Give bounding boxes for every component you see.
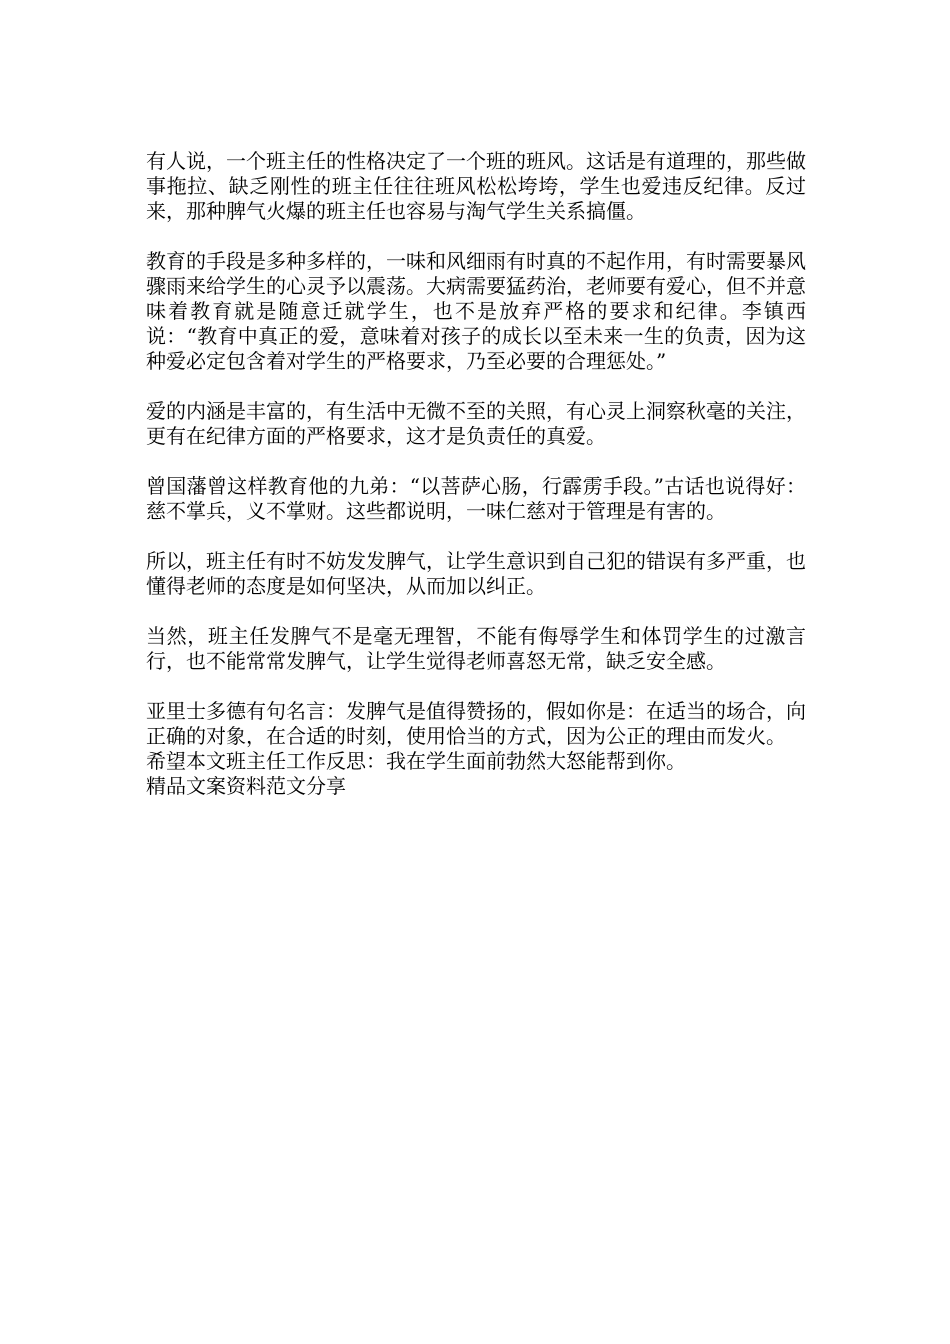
paragraph-5: 所以，班主任有时不妨发发脾气，让学生意识到自己犯的错误有多严重，也懂得老师的态度是如何坚决，从而加以纠正。: [146, 549, 806, 598]
footer-line: 精品文案资料范文分享: [146, 774, 346, 798]
closing-line: 希望本文班主任工作反思：我在学生面前勃然大怒能帮到你。: [146, 749, 686, 773]
paragraph-4: 曾国藩曾这样教育他的九弟：“以菩萨心肠，行霹雳手段。”古话也说得好：慈不掌兵，义不掌财。这些都说明，一味仁慈对于管理是有害的。: [146, 474, 806, 523]
document-body: [146, 149, 806, 799]
paragraph-6: 当然，班主任发脾气不是毫无理智，不能有侮辱学生和体罚学生的过激言行，也不能常常发脾气，让学生觉得老师喜怒无常，缺乏安全感。: [146, 624, 806, 673]
paragraph-1: 有人说，一个班主任的性格决定了一个班的班风。这话是有道理的，那些做事拖拉、缺乏刚性的班主任往往班风松松垮垮，学生也爱违反纪律。反过来，那种脾气火爆的班主任也容易与淘气学生关系搞僵。: [146, 149, 806, 223]
paragraph-7: 亚里士多德有句名言：发脾气是值得赞扬的，假如你是：在适当的场合，向正确的对象，在合适的时刻，使用恰当的方式，因为公正的理由而发火。: [146, 699, 806, 748]
paragraph-3: 爱的内涵是丰富的，有生活中无微不至的关照，有心灵上洞察秋毫的关注，更有在纪律方面的严格要求，这才是负责任的真爱。: [146, 399, 806, 448]
paragraph-2: 教育的手段是多种多样的，一味和风细雨有时真的不起作用，有时需要暴风骤雨来给学生的心灵予以震荡。大病需要猛药治，老师要有爱心，但不并意味着教育就是随意迁就学生，也不是放弃严格的要求和纪律。李镇西说：“教育中真正的爱，意味着对孩子的成长以至未来一生的负责，因为这种爱必定包含着对学生的严格要求，乃至必要的合理惩处。”: [146, 249, 806, 373]
